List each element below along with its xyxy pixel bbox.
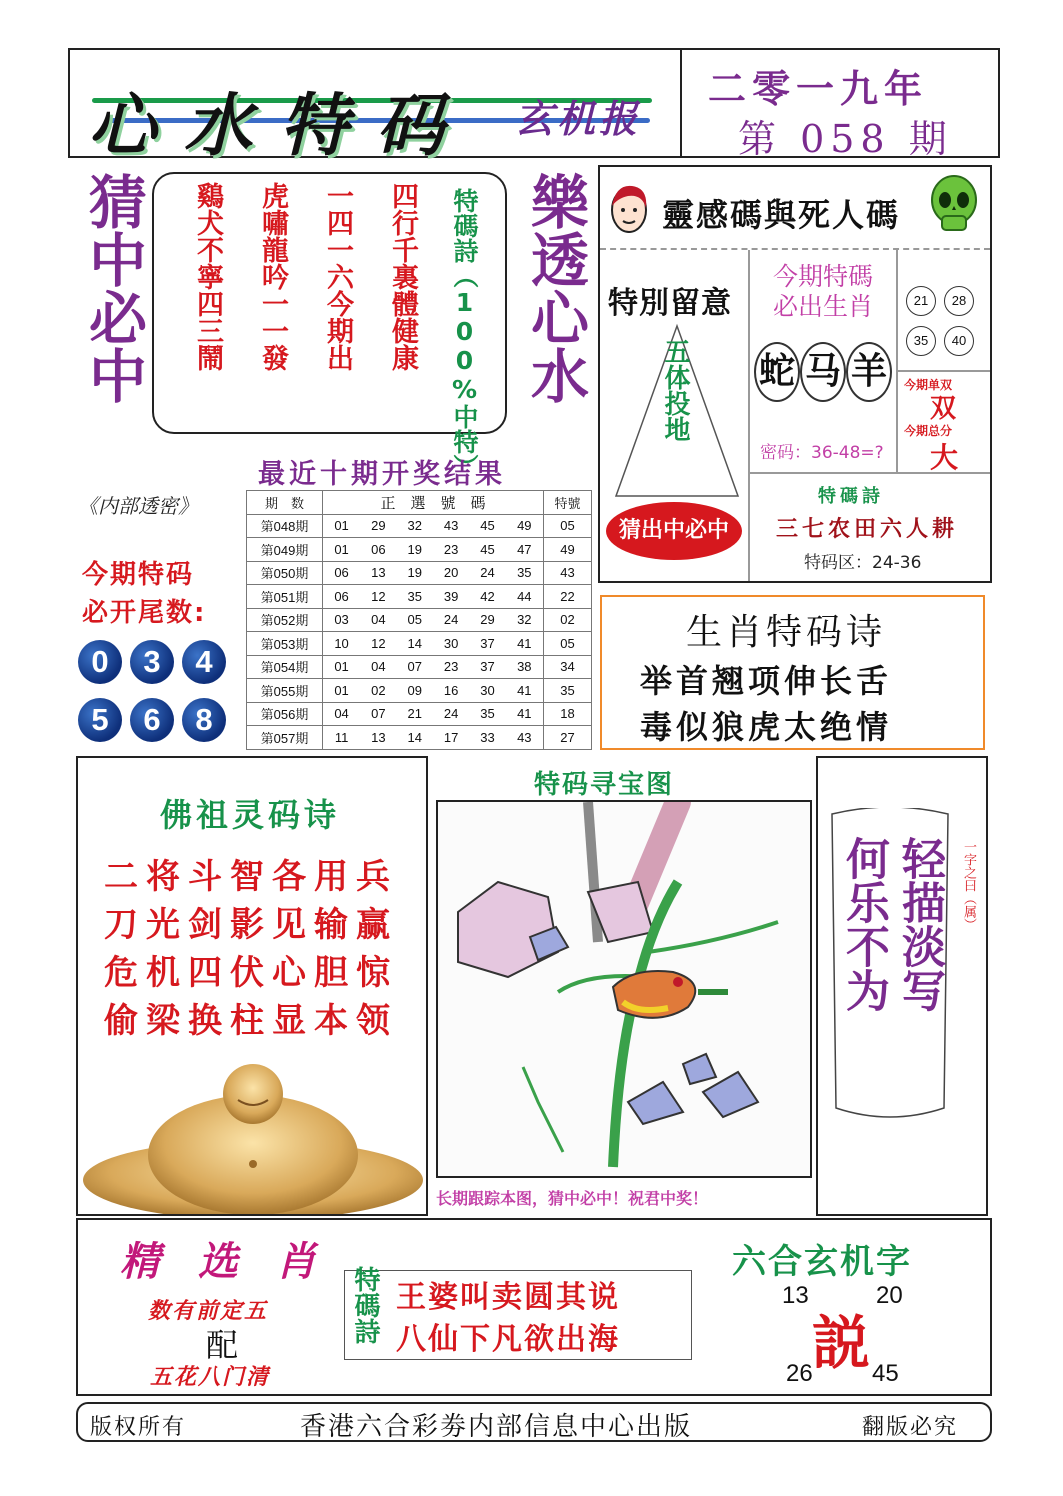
results-number-cell: 01	[323, 655, 361, 679]
results-special-cell: 05	[544, 632, 592, 656]
circle-number-3: 35	[906, 326, 936, 356]
results-heading: 最近十期开奖结果	[258, 459, 506, 490]
results-special-cell: 34	[544, 655, 592, 679]
results-special-cell: 05	[544, 514, 592, 538]
spirit-vline-2	[896, 250, 898, 472]
results-number-cell: 07	[360, 702, 396, 726]
results-number-cell: 01	[323, 514, 361, 538]
zodiac-3: 羊	[846, 342, 892, 402]
special-notice: 特別留意	[608, 286, 732, 321]
results-row	[247, 585, 592, 609]
xuanji-number-4: 45	[872, 1360, 899, 1387]
spirit-hline-1	[898, 370, 990, 372]
bottom-line-2: 五花八门清	[150, 1365, 271, 1390]
circle-number-1: 21	[906, 286, 936, 316]
zodiac-poem-line-2: 毒似狼虎太绝情	[640, 708, 893, 746]
results-number-cell: 41	[506, 632, 544, 656]
stamp-badge: 猜出中必中	[606, 502, 742, 560]
results-issue-cell: 第048期	[247, 514, 323, 538]
results-number-cell: 12	[360, 585, 396, 609]
odd-even-value: 双	[930, 394, 957, 424]
total-value: 大	[930, 441, 959, 474]
results-number-cell: 33	[469, 726, 505, 750]
bottom-line-1: 数有前定五	[148, 1299, 269, 1324]
results-number-cell: 39	[433, 585, 469, 609]
xuanji-char: 説	[812, 1309, 871, 1377]
results-number-cell: 05	[397, 608, 433, 632]
zodiac-heading: 今期特碼必出生肖	[772, 262, 873, 321]
riddle-column-2: 何乐不为	[838, 836, 889, 1012]
results-number-cell: 29	[469, 608, 505, 632]
results-issue-cell: 第051期	[247, 585, 323, 609]
year-label: 二零一九年	[708, 67, 929, 111]
results-number-cell: 30	[433, 632, 469, 656]
xuanji-number-3: 26	[786, 1360, 813, 1387]
results-number-cell: 43	[433, 514, 469, 538]
results-number-cell: 06	[323, 561, 361, 585]
results-number-cell: 35	[469, 702, 505, 726]
results-number-cell: 06	[360, 538, 396, 562]
xuanji-number-1: 13	[782, 1282, 809, 1309]
right-banner: 樂透心水	[520, 172, 589, 404]
results-number-cell: 01	[323, 679, 361, 703]
page-subtitle: 玄机报	[515, 97, 642, 141]
results-issue-cell: 第052期	[247, 608, 323, 632]
results-number-cell: 44	[506, 585, 544, 609]
results-row	[247, 538, 592, 562]
results-col-issue: 期 数	[247, 491, 323, 515]
skull-icon	[928, 174, 980, 234]
poem-column-4: 四行千裏體健康	[387, 182, 418, 371]
results-issue-cell: 第055期	[247, 679, 323, 703]
results-number-cell: 11	[323, 726, 361, 750]
results-row	[247, 561, 592, 585]
buddha-line-2: 刀光剑影见输赢	[104, 905, 398, 945]
results-special-cell: 27	[544, 726, 592, 750]
results-row	[247, 726, 592, 750]
results-number-cell: 24	[433, 608, 469, 632]
spirit-header-divider	[600, 248, 990, 250]
results-issue-cell: 第057期	[247, 726, 323, 750]
buddha-line-1: 二将斗智各用兵	[104, 857, 398, 897]
zodiac-poem-title: 生肖特码诗	[686, 612, 887, 653]
spirit-vline-1	[748, 250, 750, 581]
spirit-poem-line: 三七农田六人耕	[776, 517, 959, 542]
results-header-row	[247, 491, 592, 515]
left-banner: 猜中必中	[78, 172, 147, 404]
results-table	[246, 490, 592, 750]
page-title: 心水特码	[88, 86, 473, 166]
riddle-hint: 一字之曰（属）	[961, 840, 976, 931]
results-number-cell: 04	[360, 655, 396, 679]
results-number-cell: 23	[433, 538, 469, 562]
results-row	[247, 632, 592, 656]
results-special-cell: 22	[544, 585, 592, 609]
results-number-cell: 19	[397, 561, 433, 585]
treasure-title: 特码寻宝图	[534, 770, 675, 800]
buddha-statue-image	[78, 1060, 426, 1214]
results-number-cell: 41	[506, 702, 544, 726]
spirit-title: 靈感碼與死人碼	[662, 196, 901, 234]
treasure-map-image	[438, 802, 810, 1176]
zodiac-poem-line-1: 举首翘项伸长舌	[640, 662, 893, 700]
results-row	[247, 514, 592, 538]
results-number-cell: 23	[433, 655, 469, 679]
inner-line-1: 今期特码	[82, 560, 195, 590]
results-number-cell: 13	[360, 561, 396, 585]
results-number-cell: 19	[397, 538, 433, 562]
tail-ball-5: 6	[130, 698, 174, 742]
results-number-cell: 10	[323, 632, 361, 656]
bottom-poem-line-1: 王婆叫卖圆其说	[396, 1280, 620, 1315]
results-number-cell: 17	[433, 726, 469, 750]
results-row	[247, 679, 592, 703]
inner-title: 《内部透密》	[78, 494, 198, 518]
results-number-cell: 09	[397, 679, 433, 703]
poem-column-2: 虎嘯龍吟一一發	[257, 182, 288, 371]
results-number-cell: 16	[433, 679, 469, 703]
results-number-cell: 45	[469, 514, 505, 538]
results-special-cell: 43	[544, 561, 592, 585]
results-number-cell: 32	[506, 608, 544, 632]
results-number-cell: 42	[469, 585, 505, 609]
poem-label: 特碼詩（100%中特）	[450, 188, 479, 479]
inner-line-2: 必开尾数:	[82, 598, 207, 628]
buddha-line-3: 危机四伏心胆惊	[104, 953, 398, 993]
zodiac-2: 马	[800, 342, 846, 402]
spirit-zone: 特码区：24-36	[804, 553, 922, 573]
total-label: 今期总分	[904, 424, 953, 438]
results-row	[247, 702, 592, 726]
results-number-cell: 37	[469, 655, 505, 679]
riddle-column-1: 轻描淡写	[894, 836, 945, 1012]
poem-column-3: 一四一六今期出	[322, 182, 353, 371]
results-special-cell: 35	[544, 679, 592, 703]
bottom-poem-line-2: 八仙下凡欲出海	[396, 1322, 620, 1357]
tail-ball-1: 0	[78, 640, 122, 684]
results-number-cell: 14	[397, 632, 433, 656]
tail-ball-2: 3	[130, 640, 174, 684]
tail-ball-4: 5	[78, 698, 122, 742]
results-special-cell: 18	[544, 702, 592, 726]
results-number-cell: 01	[323, 538, 361, 562]
footer-left: 版权所有	[90, 1415, 187, 1440]
results-number-cell: 37	[469, 632, 505, 656]
tail-ball-3: 4	[182, 640, 226, 684]
xuanji-title: 六合玄机字	[732, 1242, 912, 1282]
results-number-cell: 49	[506, 514, 544, 538]
circle-number-2: 28	[944, 286, 974, 316]
results-number-cell: 07	[397, 655, 433, 679]
results-issue-cell: 第056期	[247, 702, 323, 726]
pei-char: 配	[206, 1326, 239, 1364]
results-number-cell: 03	[323, 608, 361, 632]
results-special-cell: 02	[544, 608, 592, 632]
results-number-cell: 04	[323, 702, 361, 726]
results-number-cell: 02	[360, 679, 396, 703]
buddha-line-4: 偷梁换柱显本领	[104, 1001, 398, 1041]
results-issue-cell: 第054期	[247, 655, 323, 679]
results-row	[247, 655, 592, 679]
odd-even-label: 今期单双	[904, 378, 953, 392]
results-number-cell: 12	[360, 632, 396, 656]
results-issue-cell: 第050期	[247, 561, 323, 585]
results-issue-cell: 第049期	[247, 538, 323, 562]
results-number-cell: 38	[506, 655, 544, 679]
zodiac-1: 蛇	[754, 342, 800, 402]
poem-column-1: 鷄犬不寧四三鬧	[192, 182, 223, 371]
results-number-cell: 14	[397, 726, 433, 750]
spirit-poem-label: 特碼詩	[818, 486, 884, 507]
results-number-cell: 35	[397, 585, 433, 609]
bottom-poem-label: 特碼詩	[350, 1266, 380, 1344]
results-issue-cell: 第053期	[247, 632, 323, 656]
results-number-cell: 21	[397, 702, 433, 726]
results-number-cell: 30	[469, 679, 505, 703]
results-number-cell: 43	[506, 726, 544, 750]
xuanji-number-2: 20	[876, 1282, 903, 1309]
results-row	[247, 608, 592, 632]
face-icon	[606, 178, 652, 236]
results-number-cell: 45	[469, 538, 505, 562]
results-col-numbers: 正 選 號 碼	[323, 491, 544, 515]
footer-right: 翻版必究	[862, 1415, 959, 1440]
results-number-cell: 20	[433, 561, 469, 585]
results-number-cell: 47	[506, 538, 544, 562]
treasure-caption: 长期跟踪本图，猜中必中！祝君中奖！	[436, 1189, 709, 1208]
results-number-cell: 24	[469, 561, 505, 585]
results-number-cell: 13	[360, 726, 396, 750]
results-number-cell: 41	[506, 679, 544, 703]
secret-code: 密码：36-48=?	[760, 443, 884, 463]
issue-label: 第 058 期	[738, 117, 953, 161]
results-col-special: 特號	[544, 491, 592, 515]
tail-ball-6: 8	[182, 698, 226, 742]
results-number-cell: 32	[397, 514, 433, 538]
circle-number-4: 40	[944, 326, 974, 356]
jingxuan-title: 精 选 肖	[120, 1239, 328, 1285]
results-number-cell: 29	[360, 514, 396, 538]
results-number-cell: 04	[360, 608, 396, 632]
results-number-cell: 06	[323, 585, 361, 609]
buddha-title: 佛祖灵码诗	[160, 796, 341, 834]
results-special-cell: 49	[544, 538, 592, 562]
results-number-cell: 35	[506, 561, 544, 585]
five-body-text: 五体投地	[660, 338, 690, 442]
results-number-cell: 24	[433, 702, 469, 726]
footer-center: 香港六合彩劵内部信息中心出版	[300, 1412, 693, 1442]
